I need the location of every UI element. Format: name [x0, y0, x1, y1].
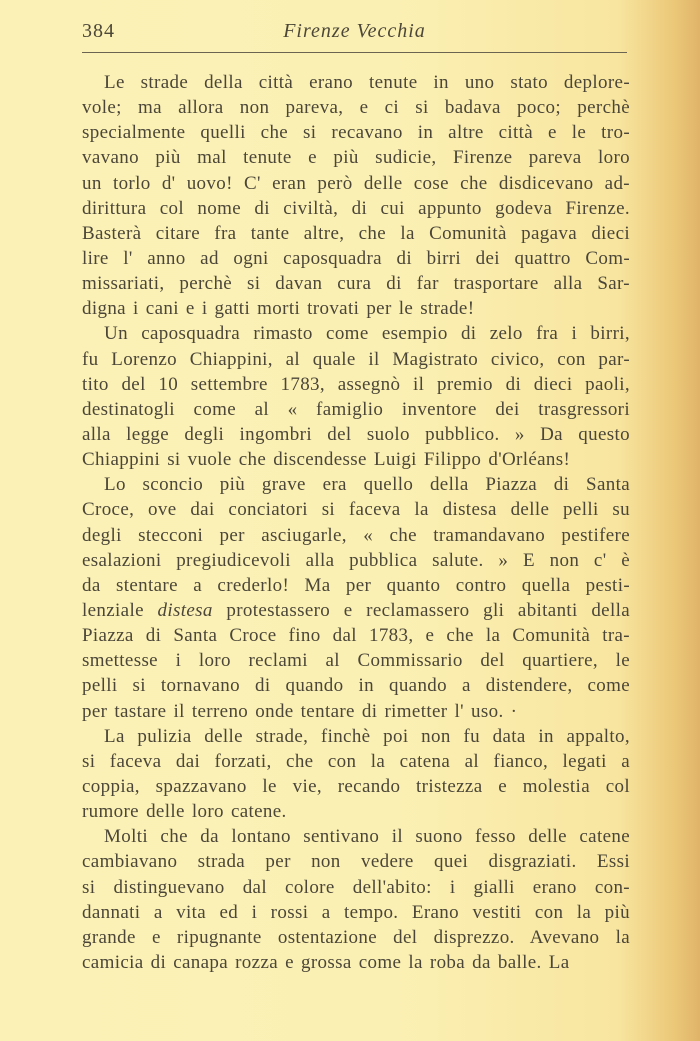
text-line: dannati a vita ed i rossi a tempo. Erano vestiti con la più [82, 901, 630, 923]
text-line: smettesse i loro reclami al Commissario del quartiere, le [82, 650, 630, 672]
paragraph [82, 70, 630, 321]
text-line: Le strade della città erano tenute in uno stato deplore- [104, 72, 630, 93]
text-line: alla legge degli ingombri del suolo pubblico. » Da questo [82, 423, 630, 445]
text-line: Chiappini si vuole che discendesse Luigi Filippo d'Orléans! [82, 449, 571, 471]
text-line: tito del 10 settembre 1783, assegnò il premio di dieci paoli, [82, 373, 630, 395]
text-line: esalazioni pregiudicevoli alla pubblica salute. » E non c' è [82, 549, 630, 571]
text-line: missariati, perchè si davan cura di far trasportare alla Sar- [82, 273, 630, 295]
text-line: Molti che da lontano sentivano il suono fesso delle catene [104, 826, 630, 848]
text-line: rumore delle loro catene. [82, 801, 287, 823]
text-segment: protestassero e reclamassero gli abitanti della [212, 599, 630, 621]
text-line: per tastare il terreno onde tentare di rimetter l' uso. · [82, 700, 518, 722]
page-number: 384 [82, 20, 115, 42]
text-line: Lo sconcio più grave era quello della Piazza di Santa [104, 474, 630, 496]
paragraph [82, 824, 630, 975]
running-head [82, 18, 627, 53]
text-line: pelli si tornavano di quando in quando a distendere, come [82, 675, 630, 697]
text-line: camicia di canapa rozza e grossa come la roba da balle. La [82, 951, 570, 973]
text-line: digna i cani e i gatti morti trovati per le strade! [82, 298, 475, 320]
paragraph [82, 472, 630, 723]
italic-word: distesa [157, 599, 213, 621]
text-line: da stentare a crederlo! Ma per quanto contro quella pesti- [82, 574, 630, 596]
text-line: specialmente quelli che si recavano in altre città e le tro- [82, 122, 630, 144]
running-title: Firenze Vecchia [283, 20, 426, 42]
text-line: lire l' anno ad ogni caposquadra di birri dei quattro Com- [82, 247, 630, 269]
text-line: degli stecconi per asciugarle, « che tramandavano pestifere [82, 524, 630, 546]
text-line: coppia, spazzavano le vie, recando tristezza e molestia col [82, 775, 630, 797]
text-line: cambiavano strada per non vedere quei disgraziati. Essi [82, 851, 630, 873]
paragraph [82, 724, 630, 825]
text-line: si faceva dai forzati, che con la catena al fianco, legati a [82, 750, 630, 772]
text-line: un torlo d' uovo! C' eran però delle cose che disdicevano ad- [82, 172, 630, 194]
text-line: Un caposquadra rimasto come esempio di zelo fra i birri, [104, 323, 630, 345]
text-line: Piazza di Santa Croce fino dal 1783, e che la Comunità tra- [82, 625, 630, 647]
text-line: vole; ma allora non pareva, e ci si badava poco; perchè [82, 97, 630, 119]
text-segment: lenziale [82, 599, 158, 621]
text-line: Basterà citare fra tante altre, che la Comunità pagava dieci [82, 222, 630, 244]
text-line [82, 598, 630, 623]
text-line: destinatogli come al « famiglio inventore dei trasgressori [82, 398, 630, 420]
paragraph [82, 321, 630, 472]
text-line: Croce, ove dai conciatori si faceva la distesa delle pelli su [82, 499, 630, 521]
body-text [82, 70, 630, 975]
text-line: fu Lorenzo Chiappini, al quale il Magistrato civico, con par- [82, 348, 630, 370]
text-line: La pulizia delle strade, finchè poi non fu data in appalto, [104, 725, 630, 747]
text-line: si distinguevano dal colore dell'abito: i gialli erano con- [82, 876, 630, 898]
text-line: vavano più mal tenute e più sudicie, Firenze pareva loro [82, 147, 630, 169]
text-line: dirittura col nome di civiltà, di cui appunto godeva Firenze. [82, 197, 630, 219]
text-line: grande e ripugnante ostentazione del disprezzo. Avevano la [82, 926, 630, 948]
